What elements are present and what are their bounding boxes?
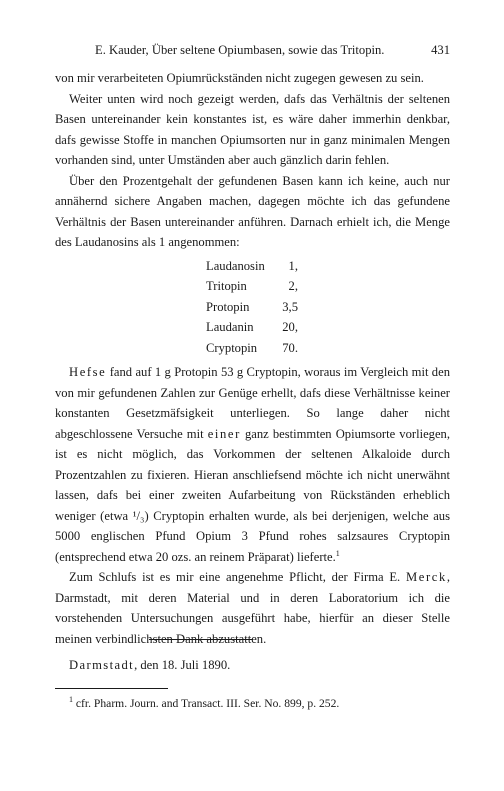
ratio-name: Cryptopin xyxy=(206,340,258,355)
ratio-table xyxy=(206,256,298,359)
paragraph-3: Über den Prozentgehalt der gefundenen Basen kann ich keine, auch nur annähernd sichere Angaben machen, dagegen möchte ich das gefundene Verhältnis der Basen untereinander anführen. Darnach erhielt ich, die Menge des Laudanosins als 1 angenommen: xyxy=(55,173,450,249)
ratio-row xyxy=(206,256,298,277)
fraction: ¹/₃ xyxy=(132,508,145,523)
ratio-name: Protopin xyxy=(206,299,250,314)
paragraph-2: Weiter unten wird noch gezeigt werden, dafs das Verhältnis der seltenen Basen untereinander kein konstantes ist, es wäre daher immerhin denkbar, dafs gewisse Stoffe in manchen Opiumsorten nur in ganz minimalen Mengen vorhanden sind, unter Umständen aber auch gänzlich darin fehlen. xyxy=(55,91,450,167)
footnote-ref: 1 xyxy=(335,548,340,558)
ratio-row xyxy=(206,338,298,359)
ratio-row xyxy=(206,317,298,338)
paragraph-4 xyxy=(55,362,450,567)
emphasis-word: einer xyxy=(207,426,241,441)
signature-line xyxy=(55,655,450,676)
ratio-row xyxy=(206,297,298,318)
ratio-name: Tritopin xyxy=(206,279,247,293)
paragraph-5-part-2: , Darmstadt, mit deren Material und in deren Laboratorium ich die vorstehenden Untersuchungen ausgeführt habe, hierfür an dieser Stelle meinen verbindlichsten Dank abzustatten. xyxy=(55,570,450,646)
paragraph-5-part-1: Zum Schlufs ist es mir eine angenehme Pflicht, der Firma E. xyxy=(69,570,406,584)
end-rule xyxy=(149,639,253,640)
ratio-value: 1, xyxy=(288,258,298,273)
author-name: Hefse xyxy=(69,365,107,379)
ratio-name: Laudanosin xyxy=(206,258,265,273)
footnote-divider xyxy=(55,688,168,689)
paragraph-4-part-1: fand auf 1 g Protopin 53 g Cryptopin, woraus im Vergleich mit den von mir gefundenen Zahlen zur Genüge erhellt, dafs diese Verhältnisse keiner konstanten Gesetzmäfsigkeit unterliegen. So lange daher nicht abgeschlossene Versuche mit xyxy=(55,365,450,441)
paragraph-1: von mir verarbeiteten Opiumrückständen nicht zugegen gewesen zu sein. xyxy=(55,71,424,85)
paragraph-5 xyxy=(55,567,450,649)
firm-name: Merck xyxy=(405,570,447,584)
paragraph-4-part-2: ganz bestimmten Opiumsorte vorliegen, ist es nicht möglich, das Vorkommen der seltenen Alkaloide durch Prozentzahlen zu fixieren. Hieran anschliefsend möchte ich nicht unerwähnt lassen, dafs bei einer zweiten Aufarbeitung von Rückständen erheblich weniger (etwa xyxy=(55,426,450,523)
ratio-name: Laudanin xyxy=(206,320,254,334)
paragraph-4-part-3: ) Cryptopin erhalten wurde, als bei derjenigen, welche aus 5000 englischen Pfund Opium 3 Pfund rohes salzsaures Cryptopin (entsprechend etwa 20 ozs. an reinem Präparat) lieferte. xyxy=(55,508,450,564)
ratio-value: 3,5 xyxy=(282,299,298,314)
ratio-value: 2, xyxy=(288,279,298,293)
ratio-value: 20, xyxy=(282,320,298,334)
ratio-value: 70. xyxy=(282,340,298,355)
signature-place: Darmstadt xyxy=(69,658,135,672)
page-body xyxy=(55,40,450,713)
ratio-row xyxy=(206,276,298,297)
running-title: E. Kauder, Über seltene Opiumbasen, sowie das Tritopin. xyxy=(95,43,385,57)
footnote xyxy=(55,695,450,713)
footnote-text: cfr. Pharm. Journ. and Transact. III. Ser. No. 899, p. 252. xyxy=(73,696,340,710)
signature-date: , den 18. Juli 1890. xyxy=(134,658,231,672)
page-number: 431 xyxy=(431,43,450,57)
running-header xyxy=(55,40,450,60)
footnote-marker: 1 xyxy=(69,694,73,704)
